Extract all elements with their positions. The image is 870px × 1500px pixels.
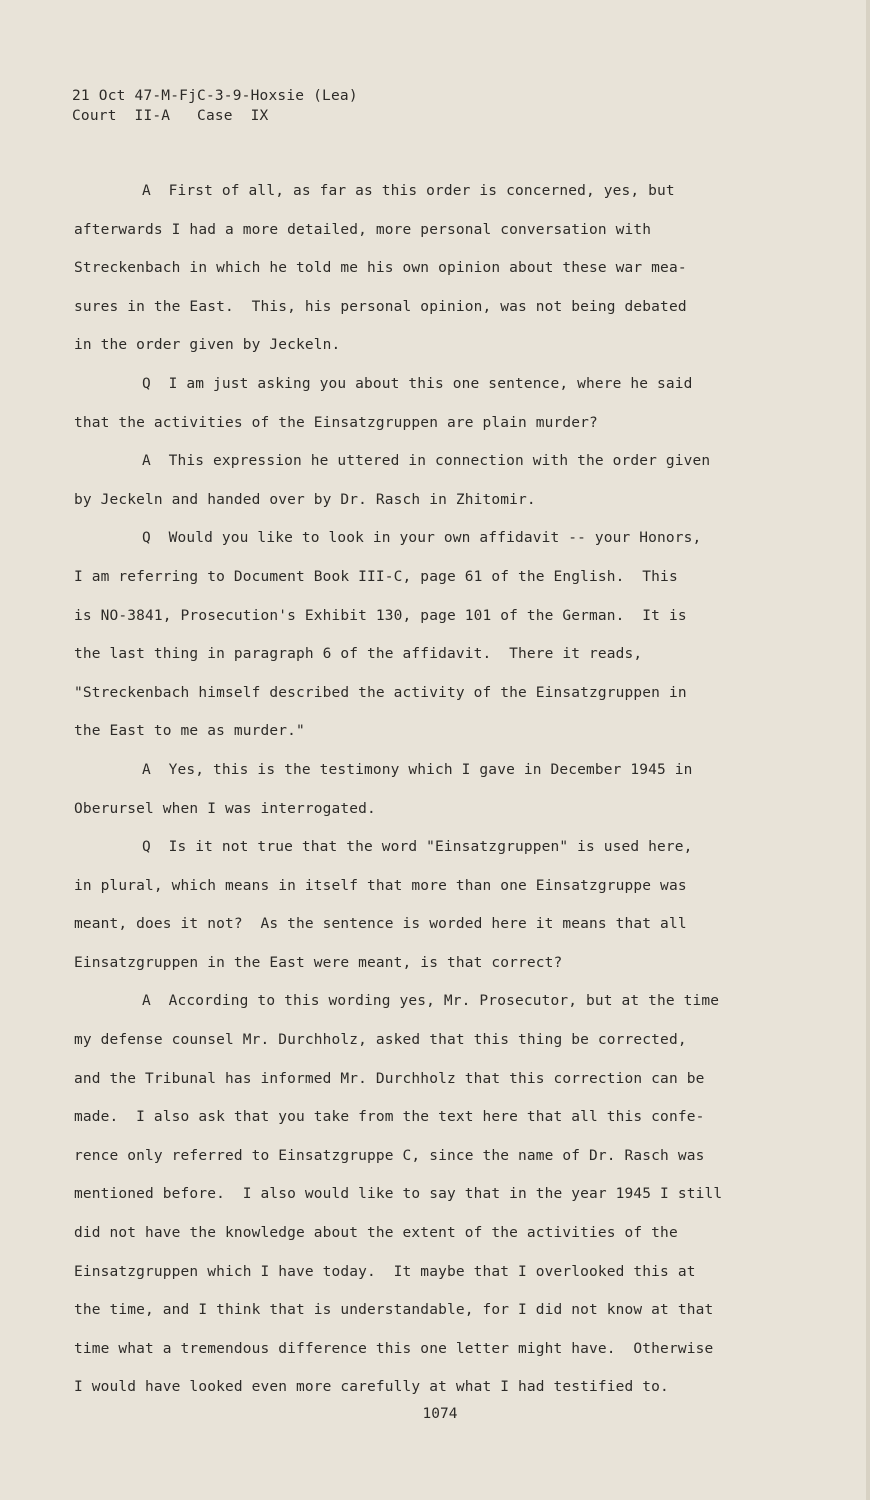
transcript-line: and the Tribunal has informed Mr. Durchholz that this correction can be	[74, 1070, 705, 1087]
transcript-line: meant, does it not? As the sentence is worded here it means that all	[74, 916, 687, 933]
transcript-line: Q Would you like to look in your own affidavit -- your Honors,	[142, 530, 702, 547]
transcript-line: Q Is it not true that the word "Einsatzgruppen" is used here,	[142, 839, 693, 856]
transcript-line: is NO-3841, Prosecution's Exhibit 130, page 101 of the German. It is	[74, 607, 687, 624]
transcript-line: Einsatzgruppen which I have today. It maybe that I overlooked this at	[74, 1263, 696, 1280]
transcript-line: in the order given by Jeckeln.	[74, 337, 341, 354]
document-header	[72, 86, 358, 126]
transcript-line: the time, and I think that is understandable, for I did not know at that	[74, 1302, 714, 1319]
transcript-line: made. I also ask that you take from the text here that all this confe-	[74, 1109, 705, 1126]
transcript-line: the East to me as murder."	[74, 723, 305, 740]
transcript-line: Oberursel when I was interrogated.	[74, 800, 376, 817]
header-line-date-code: 21 Oct 47-M-FjC-3-9-Hoxsie (Lea)	[72, 88, 358, 104]
transcript-line: I would have looked even more carefully at what I had testified to.	[74, 1379, 669, 1396]
transcript-line: my defense counsel Mr. Durchholz, asked that this thing be corrected,	[74, 1032, 687, 1049]
transcript-line: sures in the East. This, his personal opinion, was not being debated	[74, 298, 687, 315]
transcript-line: A First of all, as far as this order is concerned, yes, but	[142, 183, 675, 199]
page-number: 1074	[422, 1406, 458, 1422]
transcript-body	[74, 172, 794, 1407]
transcript-line: rence only referred to Einsatzgruppe C, since the name of Dr. Rasch was	[74, 1147, 705, 1164]
transcript-line: by Jeckeln and handed over by Dr. Rasch in Zhitomir.	[74, 491, 536, 508]
transcript-line: in plural, which means in itself that more than one Einsatzgruppe was	[74, 877, 687, 894]
transcript-line: A According to this wording yes, Mr. Prosecutor, but at the time	[142, 993, 720, 1010]
transcript-line: time what a tremendous difference this one letter might have. Otherwise	[74, 1340, 714, 1357]
transcript-line: "Streckenbach himself described the activity of the Einsatzgruppen in	[74, 684, 687, 701]
transcript-line: Streckenbach in which he told me his own opinion about these war mea-	[74, 260, 687, 277]
header-line-court-case: Court II-A Case IX	[72, 108, 269, 124]
transcript-line: mentioned before. I also would like to say that in the year 1945 I still	[74, 1186, 723, 1203]
transcript-line: that the activities of the Einsatzgruppen are plain murder?	[74, 414, 598, 431]
transcript-line: Q I am just asking you about this one sentence, where he said	[142, 375, 693, 392]
transcript-line: Einsatzgruppen in the East were meant, is that correct?	[74, 954, 563, 971]
transcript-line: did not have the knowledge about the extent of the activities of the	[74, 1225, 678, 1242]
transcript-line: the last thing in paragraph 6 of the affidavit. There it reads,	[74, 646, 643, 663]
transcript-line: A Yes, this is the testimony which I gave in December 1945 in	[142, 761, 693, 778]
transcript-line: I am referring to Document Book III-C, page 61 of the English. This	[74, 568, 678, 585]
transcript-line: A This expression he uttered in connection with the order given	[142, 453, 711, 470]
page-edge	[866, 0, 870, 1500]
transcript-line: afterwards I had a more detailed, more personal conversation with	[74, 221, 652, 238]
